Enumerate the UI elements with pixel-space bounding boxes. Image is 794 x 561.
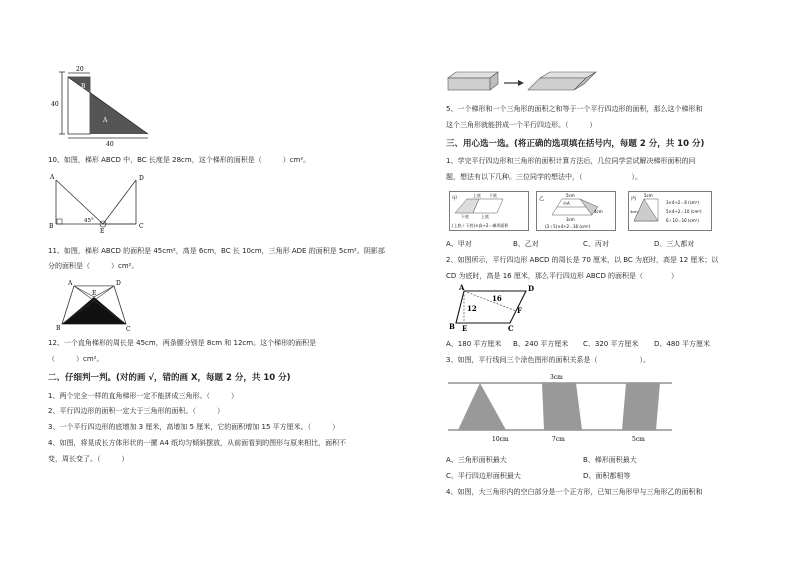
yi-side: 4cm — [594, 209, 603, 214]
idea-box-bing — [628, 191, 712, 231]
judge-5-line2: 这个三角形就能拼成一个平行四边形。（ ） — [446, 121, 597, 129]
figure-right-triangle — [48, 64, 168, 150]
fig1-label-bottom: 40 — [106, 141, 114, 148]
fig2-angle: 45° — [84, 218, 94, 224]
par-label-a: A — [459, 283, 465, 292]
figure-parallelogram — [446, 283, 536, 333]
yi-formula: (3＋5)×4÷2＝16 (cm²) — [545, 224, 591, 229]
par-label-e: E — [462, 324, 468, 333]
figure-paper-stack — [446, 70, 606, 96]
fig1-label-b: B — [81, 83, 86, 90]
fig1-label-top: 20 — [76, 66, 84, 73]
section-2-title: 二、仔细判一判。(对的画 √，错的画 X，每题 2 分，共 10 分) — [48, 373, 291, 383]
fig2-label-c: C — [139, 223, 144, 230]
yi-top: 5cm — [566, 193, 575, 198]
judge-4-line1: 4、如图，将晃成长方体形状的一摞 A4 纸均匀倾斜摆放，从前面看到的图形与原来相比，面积不 — [48, 439, 347, 447]
select-3-line: 3、如图，平行线间三个涂色图形的面积关系是（ ）。 — [446, 356, 650, 364]
s3-option-b: B、梯形面积最大 — [583, 456, 637, 464]
yi-bot: 3cm — [566, 217, 575, 222]
judge-2: 2、平行四边形的面积一定大于三角形的面积。（ ） — [48, 407, 224, 415]
select-2-line2: CD 为底时，高是 16 厘米，那么平行四边形 ABCD 的面积是（ ） — [446, 272, 679, 280]
shapes-label-7cm: 7cm — [552, 436, 565, 443]
s1-option-b: B、乙对 — [513, 240, 539, 248]
figure-trapezoid-shaded — [56, 278, 136, 332]
s2-option-b: B、240 平方厘米 — [513, 340, 569, 348]
bing-f3: 6＋10＝16 (cm²) — [666, 218, 699, 223]
par-label-c: C — [508, 324, 514, 333]
bing-side: 4cm — [630, 210, 638, 214]
fig3-label-e: E — [92, 290, 97, 297]
fig1-label-left: 40 — [51, 101, 59, 108]
fig3-label-a: A — [68, 280, 73, 287]
yi-tag: 乙 — [539, 196, 545, 202]
shapes-label-top: 3cm — [550, 374, 563, 381]
judge-5-line1: 5、一个梯形和一个三角形的面积之和等于一个平行四边形的面积，那么这个梯形和 — [446, 105, 703, 113]
judge-3: 3、一个平行四边形的底增加 3 厘米，高增加 5 厘米，它的面积增加 15 平方厘米。（ ） — [48, 423, 340, 431]
s1-option-c: C、丙对 — [583, 240, 609, 248]
question-10: 10、如图，梯形 ABCD 中，BC 长度是 28cm，这个梯形的面积是（ ）cm²。 — [48, 156, 311, 164]
bing-f1: 3×4÷2＝6 (cm²) — [666, 200, 699, 205]
jia-tag: 甲 — [452, 196, 458, 202]
par-label-f: F — [517, 306, 522, 315]
s3-option-d: D、面积都相等 — [583, 472, 631, 480]
question-11-line1: 11、如图，梯形 ABCD 的面积是 45cm²，高是 6cm，BC 长 10cm，三角形 ADE 的面积是 5cm²。阴影部 — [48, 247, 385, 255]
par-label-12: 12 — [467, 304, 477, 313]
fig2-label-b: B — [49, 223, 54, 230]
par-label-d: D — [528, 284, 535, 293]
s2-option-a: A、180 平方厘米 — [446, 340, 502, 348]
yi-mid: 中A — [563, 201, 570, 206]
bing-top: 5cm — [644, 193, 653, 198]
s2-option-c: C、320 平方厘米 — [583, 340, 639, 348]
fig3-label-c: C — [126, 326, 131, 332]
judge-4-line2: 变，周长变了。（ ） — [48, 455, 129, 463]
shapes-label-5cm: 5cm — [632, 436, 645, 443]
question-12-line2: （ ）cm²。 — [48, 355, 104, 363]
s3-option-c: C、平行四边形面积最大 — [446, 472, 521, 480]
jia-bot1: 下底 — [461, 214, 469, 219]
par-label-16: 16 — [492, 294, 502, 303]
fig2-label-e: E — [100, 228, 105, 234]
s2-option-d: D、480 平方厘米 — [654, 340, 710, 348]
select-1-line2: 题，想法有以下几种。三位同学的想法中，（ ）。 — [446, 173, 642, 181]
select-1-line1: 1、学完平行四边形和三角形的面积计算方法后，几位同学尝试解决梯形面积的问 — [446, 157, 696, 165]
jia-top2: 下底 — [489, 193, 497, 198]
select-2-line1: 2、如图所示，平行四边形 ABCD 的周长是 70 厘米，以 BC 为底时，高是 12 厘米；以 — [446, 256, 719, 264]
fig2-label-a: A — [50, 174, 55, 181]
fig1-label-a: A — [103, 117, 108, 124]
s1-option-d: D、三人都对 — [654, 240, 695, 248]
bing-tag: 丙 — [631, 196, 637, 202]
figure-trapezoid-45 — [48, 172, 148, 234]
section-3-title: 三、用心选一选。(将正确的选项填在括号内，每题 2 分，共 10 分) — [446, 139, 705, 149]
shapes-label-10cm: 10cm — [492, 436, 509, 443]
question-11-line2: 分的面积是（ ）cm²。 — [48, 262, 139, 270]
bing-f2: 5×4÷2＝10 (cm²) — [666, 209, 702, 214]
jia-bot2: 上底 — [481, 214, 489, 219]
fig3-label-b: B — [56, 325, 61, 332]
judge-1: 1、两个完全一样的直角梯形一定不能拼成三角形。（ ） — [48, 392, 238, 400]
fig3-label-d: D — [116, 280, 121, 287]
idea-box-yi — [536, 191, 616, 231]
idea-box-jia — [449, 191, 529, 231]
s3-option-a: A、三角形面积最大 — [446, 456, 507, 464]
par-label-b: B — [449, 322, 455, 331]
select-4-line: 4、如图，大三角形内的空白部分是一个正方形，已知三角形甲与三角形乙的面积和 — [446, 488, 703, 496]
fig2-label-d: D — [139, 175, 144, 182]
jia-formula: (上底＋下底)×高÷2＝梯形面积 — [452, 223, 509, 228]
s1-option-a: A、甲对 — [446, 240, 472, 248]
figure-parallel-shapes — [446, 370, 676, 446]
jia-top1: 上底 — [473, 193, 481, 198]
question-12-line1: 12、一个直角梯形的周长是 45cm，两条腰分别是 8cm 和 12cm。这个梯形的面积是 — [48, 339, 317, 347]
